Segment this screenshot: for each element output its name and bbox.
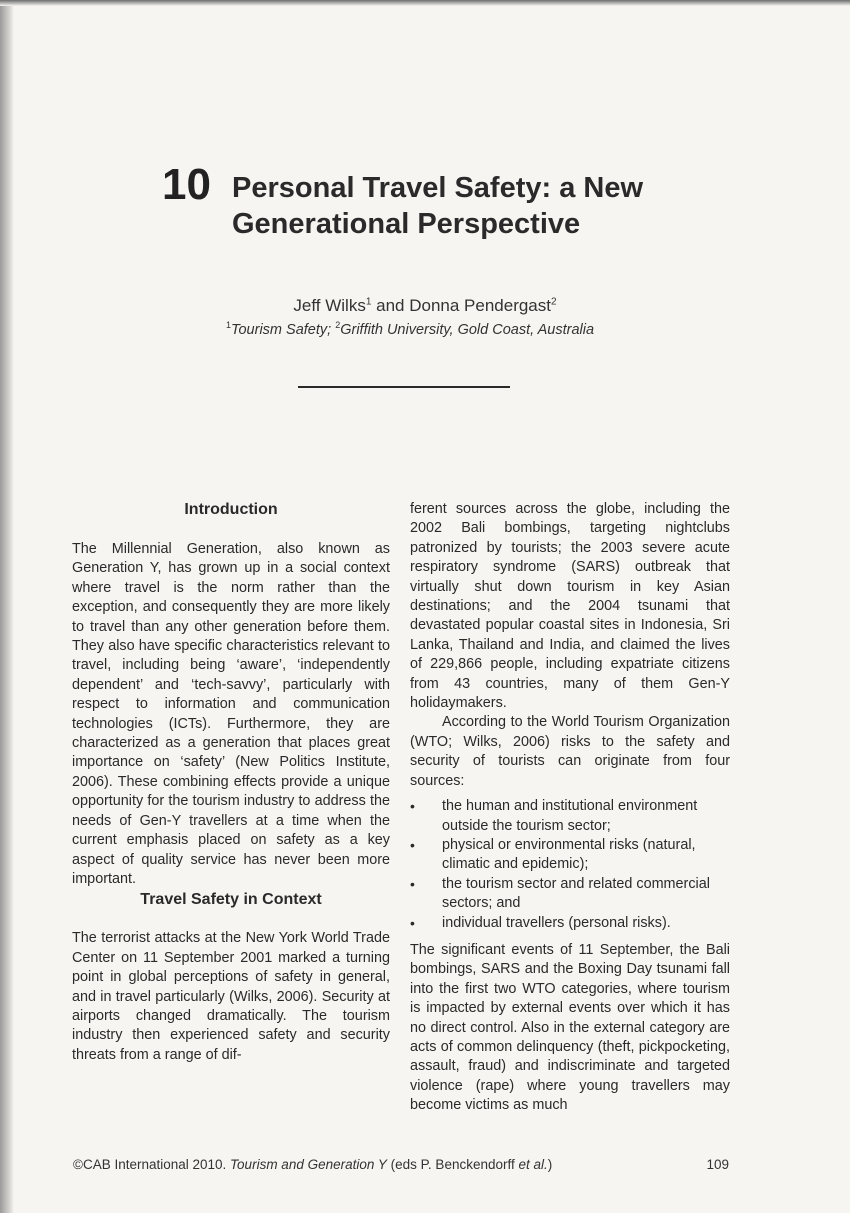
bullet-icon: • (410, 875, 415, 892)
paragraph-wto: According to the World Tourism Organization (WTO; Wilks, 2006) risks to the safety and security of tourists can originate from four sources: (410, 714, 730, 789)
section-heading-travel-safety: Travel Safety in Context (140, 891, 322, 909)
author-1: Jeff Wilks (293, 296, 366, 315)
page-number: 109 (706, 1157, 729, 1172)
list-item: • the human and institutional environment outside the tourism sector; (410, 798, 698, 834)
chapter-title (232, 170, 752, 242)
scan-shadow-top (0, 0, 850, 6)
author-1-sup: 1 (365, 296, 372, 308)
author-2: Donna Pendergast (409, 296, 551, 315)
bullet-icon: • (410, 836, 415, 853)
author-2-sup: 2 (551, 296, 557, 308)
left-column (72, 500, 390, 1065)
chapter-title-line1: Personal Travel Safety: a New (232, 172, 644, 204)
affil-1: Tourism Safety; (230, 321, 336, 338)
section-heading-introduction: Introduction (184, 501, 278, 518)
footer-citation: ©CAB International 2010. Tourism and Generation Y (eds P. Benckendorff et al.) (73, 1157, 553, 1172)
author-line (0, 296, 850, 316)
scan-shadow-edge (0, 0, 14, 1213)
title-divider (298, 386, 510, 388)
affil-2-sup: 2 (335, 320, 341, 330)
book-title: Tourism and Generation Y (230, 1157, 387, 1172)
bullet-icon: • (410, 914, 415, 931)
bullet-icon: • (410, 798, 415, 815)
paragraph-significant-events: The significant events of 11 September, the Bali bombings, SARS and the Boxing Day tsunami fall into the first two WTO categories, where tourism is impacted by external events over which it has no direct control. Also in the external category are acts of common delinquency (theft, pickpocketing, assault, fraud) and indiscriminate and targeted violence (rape) where young travellers may become victims as much (410, 941, 730, 1114)
affiliation-line (0, 320, 820, 338)
list-item: • physical or environmental risks (natural, climatic and epidemic); (410, 836, 696, 873)
paragraph-travel-safety: The terrorist attacks at the New York World Trade Center on 11 September 2001 marked a turning point in global perceptions of safety in general, and in travel particularly (Wilks, 2006). Security at airports changed dramatically. The tourism industry then experienced safety and security threats from a range of dif- (72, 930, 390, 1063)
chapter-number: 10 (162, 160, 211, 209)
risk-sources-list (410, 797, 730, 933)
chapter-title-line2: Generational Perspective (232, 208, 581, 240)
affil-1-sup: 1 (225, 320, 231, 330)
right-column (410, 500, 730, 1116)
author-connector: and (371, 296, 410, 315)
paragraph-introduction: The Millennial Generation, also known as Generation Y, has grown up in a social context where travel is the norm rather than the exception, and consequently they are more likely to travel than any other generation before them. They also have specific characteristics relevant to travel, including being ‘aware’, ‘independently dependent’ and ‘tech-savvy’, particularly with respect to information and communication technologies (ICTs). Furthermore, they are characterized as a generation that places great importance on ‘safety’ (New Politics Institute, 2006). These combining effects provide a unique opportunity for the tourism industry to address the needs of Gen-Y travellers at a time when the current emphasis placed on safety as a key aspect of quality service has never been more important. (72, 541, 390, 887)
list-item: • the tourism sector and related commercial sectors; and (410, 875, 710, 912)
list-item: • individual travellers (personal risks). (410, 914, 730, 933)
affil-2: Griffith University, Gold Coast, Australia (340, 321, 595, 338)
paragraph-sources: ferent sources across the globe, including the 2002 Bali bombings, targeting nightclubs patronized by tourists; the 2003 severe acute respiratory syndrome (SARS) outbreak that virtually shut down tourism in key Asian destinations; and the 2004 tsunami that devastated popular coastal sites in Indonesia, Sri Lanka, Thailand and India, and claimed the lives of 229,866 people, including expatriate citizens from 43 countries, many of them Gen-Y holidaymakers. (410, 501, 730, 712)
